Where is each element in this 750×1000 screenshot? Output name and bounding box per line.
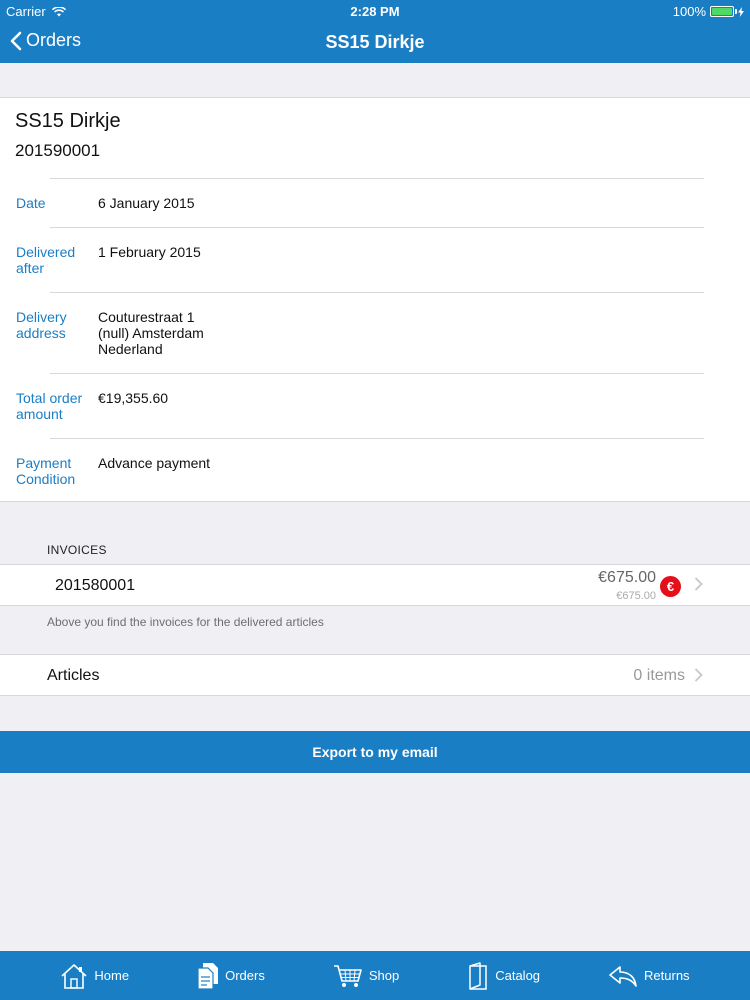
field-value: €19,355.60 xyxy=(98,390,169,406)
field-value: Couturestraat 1 (null) Amsterdam Nederland xyxy=(98,309,204,357)
cart-icon xyxy=(333,964,363,988)
articles-label: Articles xyxy=(47,667,100,684)
battery-percent: 100% xyxy=(672,4,706,19)
tab-label: Orders xyxy=(225,968,265,983)
tab-label: Home xyxy=(94,968,130,983)
invoices-section-header: INVOICES xyxy=(47,543,107,557)
tab-home[interactable] xyxy=(26,951,163,1000)
tab-shop[interactable] xyxy=(299,951,433,1000)
divider xyxy=(50,438,704,439)
status-time: 2:28 PM xyxy=(350,4,400,19)
status-bar xyxy=(0,0,750,22)
invoice-paid-amount: €675.00 xyxy=(616,590,656,602)
field-label: Total order amount xyxy=(16,390,83,422)
invoice-row[interactable] xyxy=(0,564,750,606)
field-label: Delivered after xyxy=(16,244,76,276)
articles-count: 0 items xyxy=(633,667,685,684)
charging-icon xyxy=(738,7,744,17)
articles-row[interactable] xyxy=(0,654,750,696)
field-value: Advance payment xyxy=(98,455,211,471)
field-label: Delivery address xyxy=(16,309,67,341)
tab-orders[interactable] xyxy=(163,951,299,1000)
divider xyxy=(50,373,704,374)
order-number: 201590001 xyxy=(15,141,101,160)
tab-catalog[interactable] xyxy=(433,951,574,1000)
export-email-button[interactable]: Export to my email xyxy=(0,731,750,773)
tab-bar xyxy=(0,951,750,1000)
battery-icon xyxy=(710,6,734,17)
catalog-icon xyxy=(467,962,489,990)
battery-status xyxy=(673,4,744,19)
orders-icon xyxy=(197,962,219,990)
divider xyxy=(50,227,704,228)
tab-label: Shop xyxy=(368,968,400,983)
field-label: Date xyxy=(16,195,46,211)
tab-label: Catalog xyxy=(495,968,541,983)
page-title: SS15 Dirkje xyxy=(325,32,425,52)
field-value: 1 February 2015 xyxy=(98,244,201,260)
back-label: Orders xyxy=(26,30,82,50)
invoices-section-footer: Above you find the invoices for the delivered articles xyxy=(47,615,324,629)
carrier-label: Carrier xyxy=(6,4,46,19)
divider xyxy=(50,292,704,293)
returns-icon xyxy=(608,964,638,988)
invoice-amount: €675.00 xyxy=(598,569,656,586)
navigation-bar xyxy=(0,22,750,63)
chevron-right-icon xyxy=(694,576,703,597)
euro-badge-icon: € xyxy=(660,576,681,597)
order-detail-card xyxy=(0,97,750,502)
chevron-right-icon xyxy=(694,667,703,688)
invoice-number: 201580001 xyxy=(55,577,136,594)
order-name: SS15 Dirkje xyxy=(15,110,121,132)
field-value: 6 January 2015 xyxy=(98,195,195,211)
divider xyxy=(50,178,704,179)
tab-label: Returns xyxy=(644,968,690,983)
home-icon xyxy=(60,963,88,989)
tab-returns[interactable] xyxy=(574,951,724,1000)
field-label: Payment Condition xyxy=(16,455,76,487)
